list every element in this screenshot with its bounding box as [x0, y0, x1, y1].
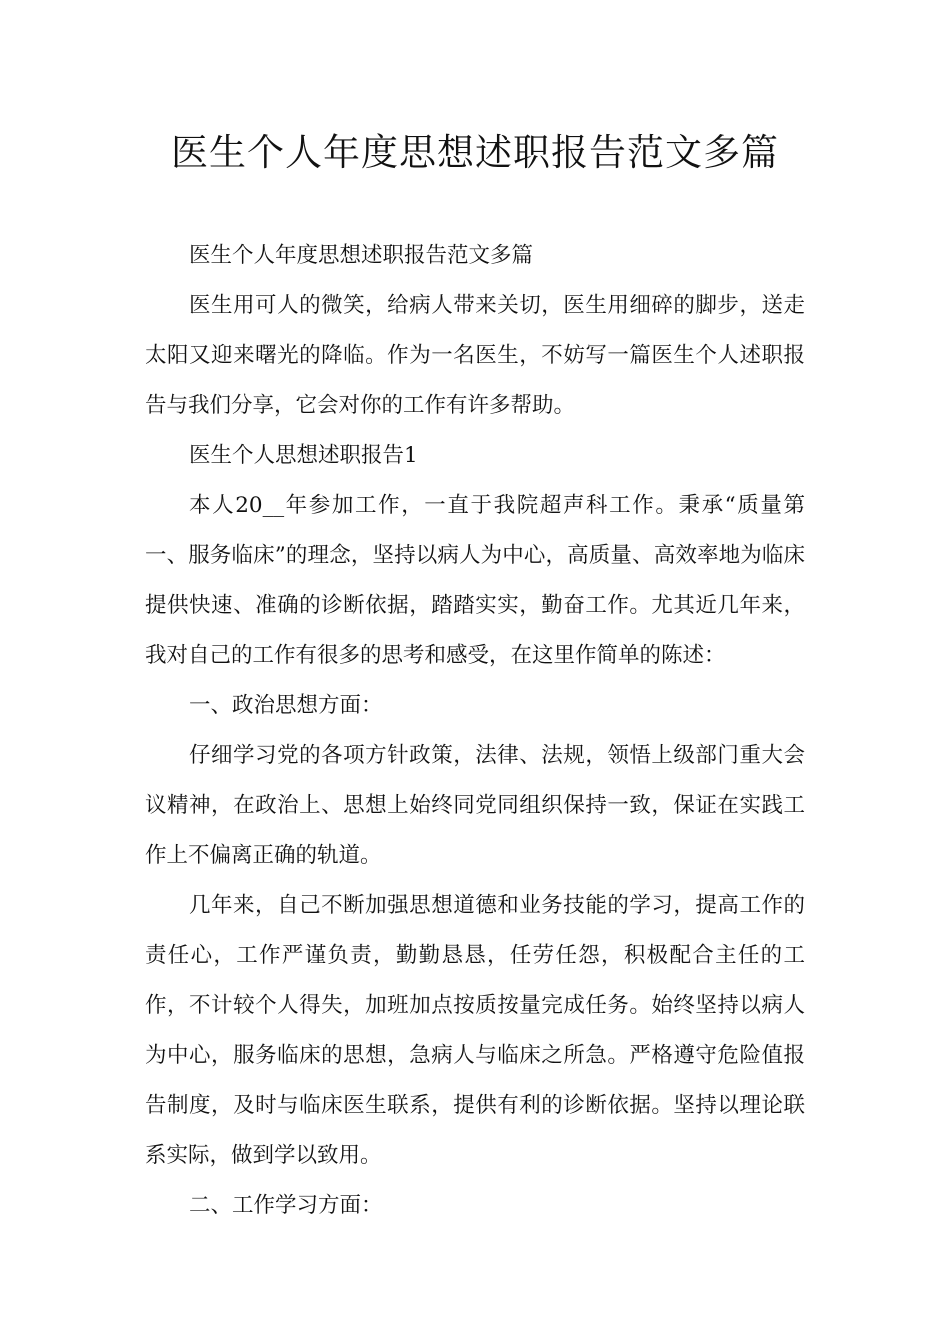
section-heading-work-study: 二、工作学习方面： [189, 1193, 383, 1218]
section-heading-report-1: 医生个人思想述职报告1 [189, 443, 418, 468]
body-paragraph: 几年来，自己不断加强思想道德和业务技能的学习，提高工作的责任心，工作严谨负责，勤勤恳恳，任劳任怨，积极配合主任的工作，不计较个人得失，加班加点按质按量完成任务。始终坚持以病人为中心，服务临床的思想，急病人与临床之所急。严格遵守危险值报告制度，及时与临床医生联系，提供有利的诊断依据。坚持以理论联系实际，做到学以致用。 [145, 893, 805, 1168]
body-paragraph: 仔细学习党的各项方针政策，法律、法规，领悟上级部门重大会议精神，在政治上、思想上始终同党同组织保持一致，保证在实践工作上不偏离正确的轨道。 [145, 743, 805, 868]
body-paragraph: 本人20__年参加工作，一直于我院超声科工作。秉承“质量第一、服务临床”的理念，坚持以病人为中心，高质量、高效率地为临床提供快速、准确的诊断依据，踏踏实实，勤奋工作。尤其近几年来，我对自己的工作有很多的思考和感受，在这里作简单的陈述： [145, 493, 805, 668]
section-heading-political: 一、政治思想方面： [189, 693, 383, 718]
intro-paragraph: 医生用可人的微笑，给病人带来关切，医生用细碎的脚步，送走太阳又迎来曙光的降临。作为一名医生，不妨写一篇医生个人述职报告与我们分享，它会对你的工作有许多帮助。 [145, 293, 805, 418]
subtitle-paragraph: 医生个人年度思想述职报告范文多篇 [189, 243, 534, 268]
document-body [145, 231, 805, 1231]
document-title: 医生个人年度思想述职报告范文多篇 [171, 131, 779, 174]
